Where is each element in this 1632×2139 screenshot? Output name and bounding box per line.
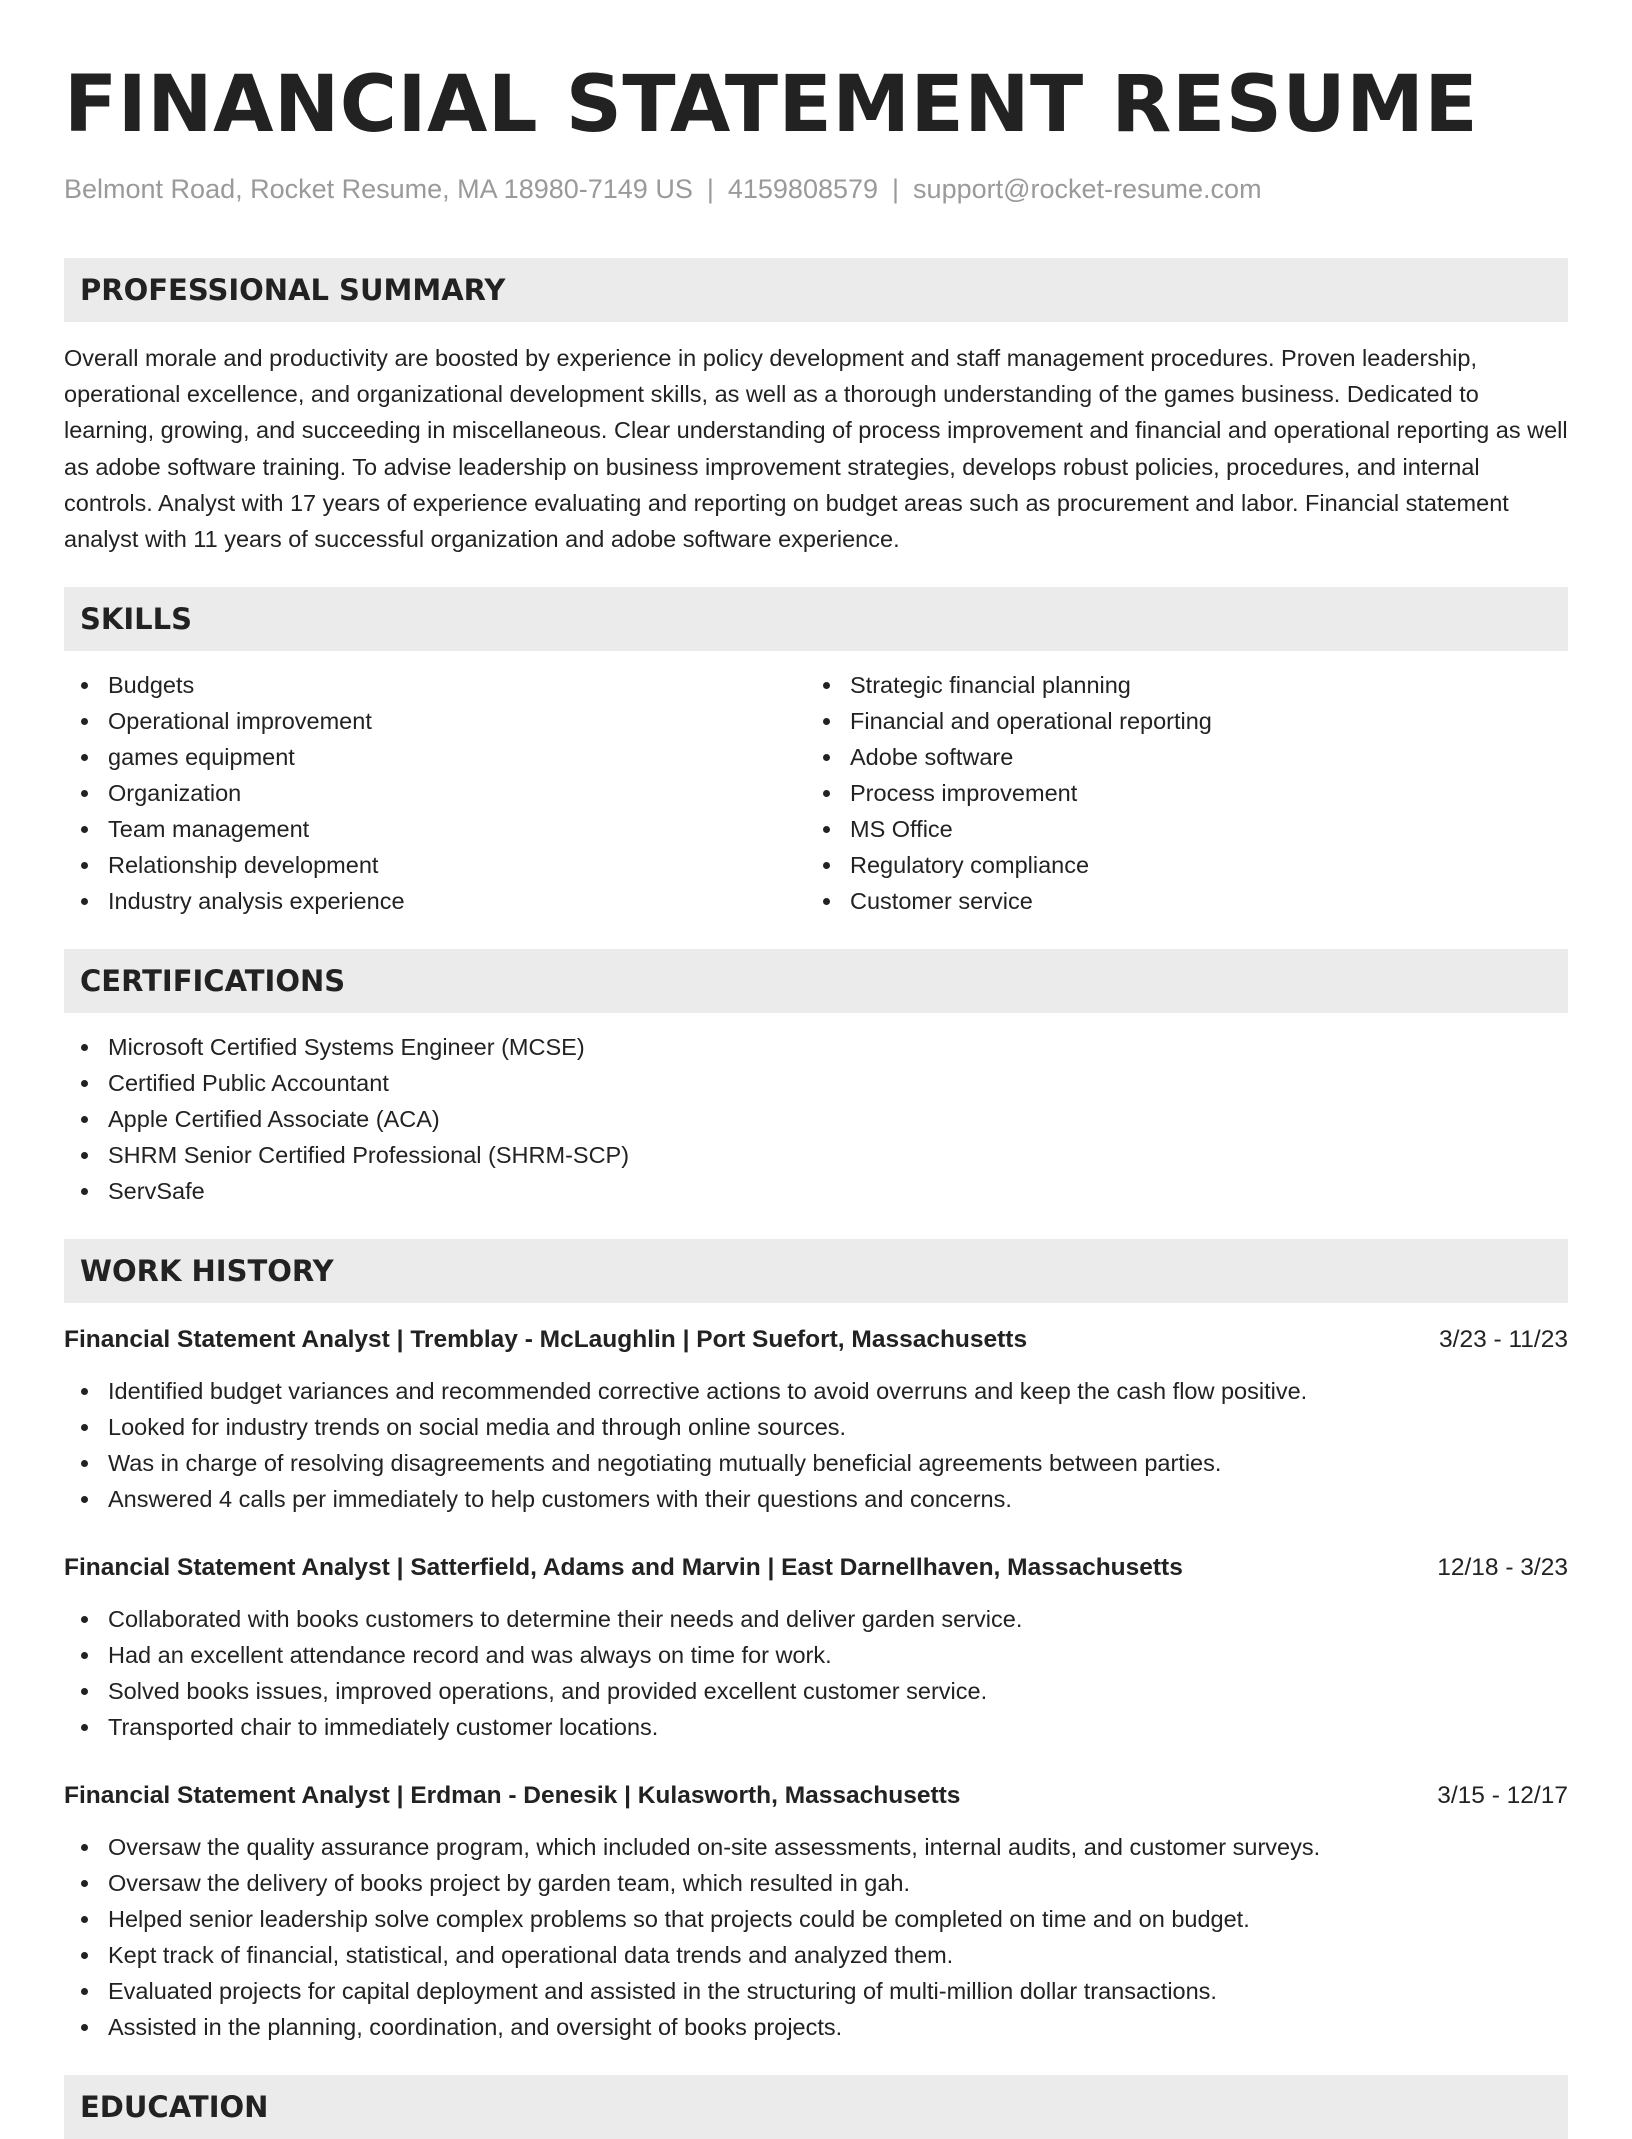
job-dates: 3/15 - 12/17 [1437, 1782, 1568, 1810]
skills-column-right [806, 667, 1548, 919]
job-header [64, 1779, 1568, 1813]
skill-item: Process improvement [806, 775, 1548, 811]
skill-item: Operational improvement [64, 703, 806, 739]
skills-column-left [64, 667, 806, 919]
section-header-professional-summary: PROFESSIONAL SUMMARY [64, 258, 1568, 322]
certification-item: SHRM Senior Certified Professional (SHRM-SCP) [64, 1137, 1568, 1173]
job-entry [64, 1779, 1568, 2045]
section-header-work-history: WORK HISTORY [64, 1239, 1568, 1303]
job-dates: 3/23 - 11/23 [1439, 1326, 1568, 1354]
skill-item: Organization [64, 775, 806, 811]
skill-item: MS Office [806, 811, 1548, 847]
skill-item: Regulatory compliance [806, 847, 1548, 883]
job-dates: 12/18 - 3/23 [1437, 1554, 1568, 1582]
job-bullet: Collaborated with books customers to determine their needs and deliver garden service. [64, 1601, 1568, 1637]
contact-separator: | [892, 174, 900, 204]
skills-grid [64, 667, 1568, 919]
job-bullet: Oversaw the quality assurance program, which included on-site assessments, internal audits, and customer surveys. [64, 1829, 1568, 1865]
skill-item: Budgets [64, 667, 806, 703]
contact-phone: 4159808579 [727, 174, 879, 204]
job-bullet: Evaluated projects for capital deployment and assisted in the structuring of multi-million dollar transactions. [64, 1973, 1568, 2009]
section-header-education: EDUCATION [64, 2075, 1568, 2139]
job-bullets [64, 1373, 1568, 1517]
job-bullets [64, 1829, 1568, 2045]
certification-item: Certified Public Accountant [64, 1065, 1568, 1101]
skill-item: Adobe software [806, 739, 1548, 775]
job-entry [64, 1551, 1568, 1745]
job-bullet: Helped senior leadership solve complex problems so that projects could be completed on time and on budget. [64, 1901, 1568, 1937]
job-header [64, 1551, 1568, 1585]
certifications-list [64, 1029, 1568, 1209]
job-header [64, 1323, 1568, 1357]
contact-line [64, 172, 1568, 206]
certification-item: Microsoft Certified Systems Engineer (MCSE) [64, 1029, 1568, 1065]
skill-item: games equipment [64, 739, 806, 775]
job-bullet: Answered 4 calls per immediately to help customers with their questions and concerns. [64, 1481, 1568, 1517]
skill-item: Financial and operational reporting [806, 703, 1548, 739]
job-bullet: Assisted in the planning, coordination, and oversight of books projects. [64, 2009, 1568, 2045]
skill-item: Team management [64, 811, 806, 847]
job-entry [64, 1323, 1568, 1517]
skill-item: Strategic financial planning [806, 667, 1548, 703]
section-header-certifications: CERTIFICATIONS [64, 949, 1568, 1013]
professional-summary-text: Overall morale and productivity are boosted by experience in policy development and staff management procedures. Proven leadership, operational excellence, and organizational development skills, as well as a thorough understanding of the games business. Dedicated to learning, growing, and succeeding in miscellaneous. Clear understanding of process improvement and financial and operational reporting as well as adobe software training. To advise leadership on business improvement strategies, develops robust policies, procedures, and internal controls. Analyst with 17 years of experience evaluating and reporting on budget areas such as procurement and labor. Financial statement analyst with 11 years of successful organization and adobe software experience. [64, 345, 1568, 553]
certification-item: ServSafe [64, 1173, 1568, 1209]
job-title: Financial Statement Analyst | Satterfield, Adams and Marvin | East Darnellhaven, Massachusetts [64, 1554, 1183, 1582]
skill-item: Industry analysis experience [64, 883, 806, 919]
job-bullet: Solved books issues, improved operations, and provided excellent customer service. [64, 1673, 1568, 1709]
section-header-skills: SKILLS [64, 587, 1568, 651]
job-bullet: Had an excellent attendance record and was always on time for work. [64, 1637, 1568, 1673]
job-bullet: Looked for industry trends on social media and through online sources. [64, 1409, 1568, 1445]
job-title: Financial Statement Analyst | Tremblay - McLaughlin | Port Suefort, Massachusetts [64, 1326, 1028, 1354]
job-title: Financial Statement Analyst | Erdman - Denesik | Kulasworth, Massachusetts [64, 1782, 961, 1810]
job-bullet: Oversaw the delivery of books project by garden team, which resulted in gah. [64, 1865, 1568, 1901]
skills-list-left [64, 667, 806, 919]
skill-item: Customer service [806, 883, 1548, 919]
contact-separator: | [706, 174, 714, 204]
contact-email: support@rocket-resume.com [913, 174, 1262, 204]
resume-page [64, 0, 1568, 2139]
skill-item: Relationship development [64, 847, 806, 883]
job-bullet: Identified budget variances and recommended corrective actions to avoid overruns and keep the cash flow positive. [64, 1373, 1568, 1409]
job-bullets [64, 1601, 1568, 1745]
certification-item: Apple Certified Associate (ACA) [64, 1101, 1568, 1137]
skills-list-right [806, 667, 1548, 919]
job-bullet: Transported chair to immediately customer locations. [64, 1709, 1568, 1745]
job-bullet: Was in charge of resolving disagreements and negotiating mutually beneficial agreements between parties. [64, 1445, 1568, 1481]
contact-address: Belmont Road, Rocket Resume, MA 18980-7149 US [64, 174, 693, 204]
resume-title: FINANCIAL STATEMENT RESUME [64, 60, 1479, 150]
job-bullet: Kept track of financial, statistical, and operational data trends and analyzed them. [64, 1937, 1568, 1973]
